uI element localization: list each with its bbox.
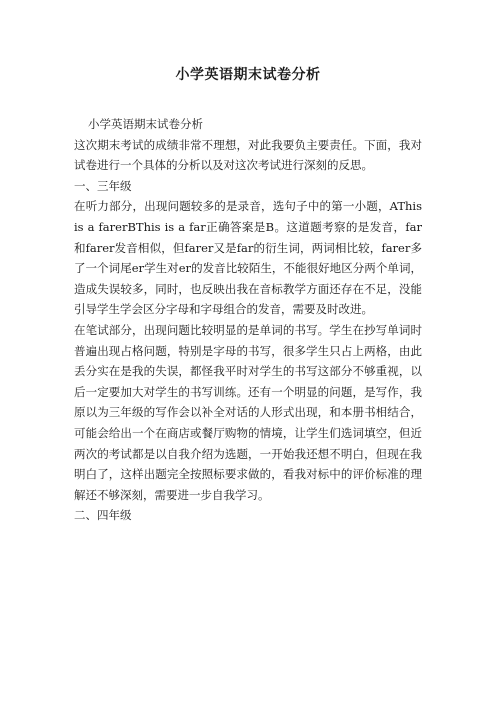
section-heading-grade4: 二、四年级 xyxy=(74,508,132,523)
section-heading-grade3: 一、三年级 xyxy=(74,178,132,193)
document-body xyxy=(74,114,422,526)
paragraph-listening: 在听力部分，出现问题较多的是录音，选句子中的第一小题，AThis is a farerBThis is a far正确答案是B。这道题考察的是发音，far和farer发音相似，但farer又是far的衍生词，两词相比较，farer多了一个词尾er学生对er的发音比较陌生，不能很好地区分两个单词，造成失误较多，同时，也反映出我在音标教学方面还存在不足，没能引导学生学会区分字母和字母组合的发音，需要及时改进。 xyxy=(74,199,422,317)
document-title: 小学英语期末试卷分析 xyxy=(175,67,321,83)
paragraph-intro: 这次期末考试的成绩非常不理想，对此我要负主要责任。下面，我对试卷进行一个具体的分析以及对这次考试进行深刻的反思。 xyxy=(74,137,422,173)
paragraph-writing: 在笔试部分，出现问题比较明显的是单词的书写。学生在抄写单词时普遍出现占格问题，特别是字母的书写，很多学生只占上两格，由此丢分实在是我的失误，都怪我平时对学生的书写这部分不够重视，以后一定要加大对学生的书写训练。还有一个明显的问题，是写作，我原以为三年级的写作会以补全对话的人形式出现，和本册书相结合，可能会给出一个在商店或餐厅购物的情境，让学生们选词填空，但近两次的考试都是以自我介绍为选题，一开始我还想不明白，但现在我明白了，这样出题完全按照标要求做的，看我对标中的评价标准的理解还不够深刻，需要进一步自我学习。 xyxy=(74,322,422,502)
paragraph-subtitle: 小学英语期末试卷分析 xyxy=(88,117,203,131)
